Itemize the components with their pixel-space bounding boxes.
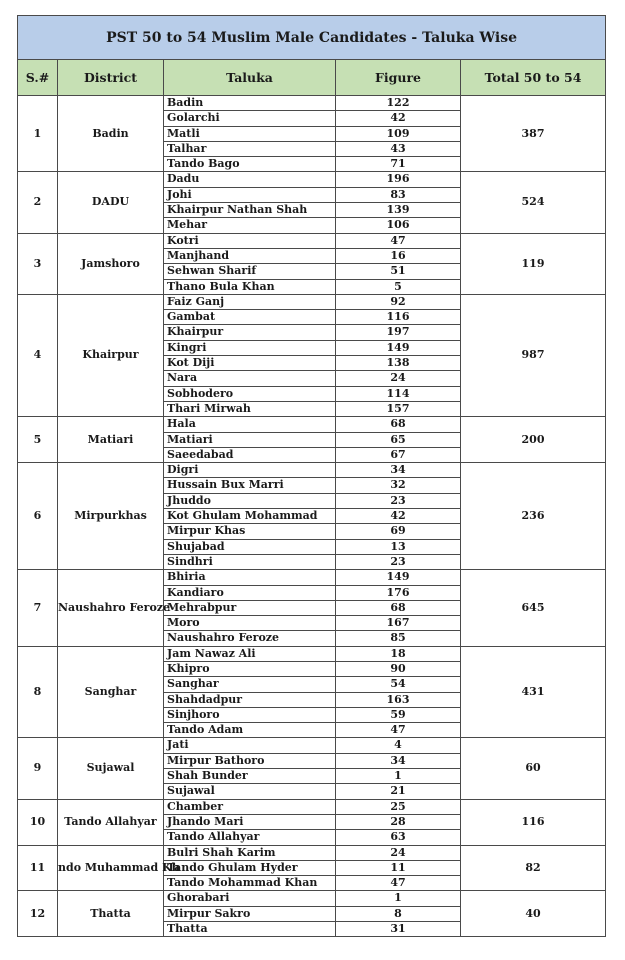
taluka-cell: Bhiria (164, 570, 336, 585)
figure-cell: 85 (336, 631, 461, 646)
header-taluka: Taluka (164, 60, 336, 96)
district-total-cell: 119 (461, 233, 606, 294)
serial-number-cell: 3 (18, 233, 58, 294)
taluka-cell: Sindhri (164, 554, 336, 569)
taluka-cell: Mirpur Sakro (164, 906, 336, 921)
district-total-cell: 82 (461, 845, 606, 891)
figure-cell: 28 (336, 814, 461, 829)
table-row (18, 96, 606, 111)
taluka-cell: Sanghar (164, 677, 336, 692)
taluka-cell: Tando Adam (164, 723, 336, 738)
taluka-cell: Shujabad (164, 539, 336, 554)
figure-cell: 69 (336, 524, 461, 539)
figure-cell: 47 (336, 876, 461, 891)
taluka-cell: Tando Ghulam Hyder (164, 860, 336, 875)
serial-number-cell: 9 (18, 738, 58, 799)
figure-cell: 68 (336, 417, 461, 432)
district-total-cell: 431 (461, 646, 606, 738)
taluka-cell: Badin (164, 96, 336, 111)
taluka-cell: Johi (164, 187, 336, 202)
table-row (18, 845, 606, 860)
figure-cell: 149 (336, 340, 461, 355)
district-total-cell: 987 (461, 294, 606, 416)
taluka-cell: Thari Mirwah (164, 401, 336, 416)
serial-number-cell: 10 (18, 799, 58, 845)
header-row (18, 60, 606, 96)
figure-cell: 59 (336, 707, 461, 722)
table-row (18, 463, 606, 478)
figure-cell: 34 (336, 753, 461, 768)
figure-cell: 47 (336, 723, 461, 738)
figure-cell: 65 (336, 432, 461, 447)
taluka-cell: Khairpur (164, 325, 336, 340)
serial-number-cell: 1 (18, 96, 58, 172)
taluka-cell: Thatta (164, 922, 336, 937)
figure-cell: 92 (336, 294, 461, 309)
table-row (18, 646, 606, 661)
taluka-cell: Jhando Mari (164, 814, 336, 829)
figure-cell: 16 (336, 248, 461, 263)
figure-cell: 34 (336, 463, 461, 478)
figure-cell: 106 (336, 218, 461, 233)
taluka-cell: Talhar (164, 141, 336, 156)
district-cell: Khairpur (58, 294, 164, 416)
district-cell: Sujawal (58, 738, 164, 799)
figure-cell: 149 (336, 570, 461, 585)
figure-cell: 63 (336, 830, 461, 845)
table-row (18, 172, 606, 187)
table-row (18, 799, 606, 814)
serial-number-cell: 6 (18, 463, 58, 570)
taluka-cell: Sujawal (164, 784, 336, 799)
table-title: PST 50 to 54 Muslim Male Candidates - Taluka Wise (18, 16, 606, 60)
figure-cell: 157 (336, 401, 461, 416)
taluka-cell: Chamber (164, 799, 336, 814)
figure-cell: 83 (336, 187, 461, 202)
figure-cell: 42 (336, 509, 461, 524)
figure-cell: 47 (336, 233, 461, 248)
figure-cell: 24 (336, 845, 461, 860)
district-cell: Tando Allahyar (58, 799, 164, 845)
figure-cell: 176 (336, 585, 461, 600)
district-total-cell: 40 (461, 891, 606, 937)
figure-cell: 109 (336, 126, 461, 141)
district-cell: DADU (58, 172, 164, 233)
taluka-cell: Hala (164, 417, 336, 432)
district-cell: Thatta (58, 891, 164, 937)
figure-cell: 32 (336, 478, 461, 493)
taluka-cell: Khipro (164, 661, 336, 676)
header-figure: Figure (336, 60, 461, 96)
figure-cell: 11 (336, 860, 461, 875)
figure-cell: 8 (336, 906, 461, 921)
figure-cell: 23 (336, 493, 461, 508)
figure-cell: 42 (336, 111, 461, 126)
figure-cell: 54 (336, 677, 461, 692)
figure-cell: 13 (336, 539, 461, 554)
taluka-cell: Moro (164, 616, 336, 631)
figure-cell: 68 (336, 600, 461, 615)
figure-cell: 18 (336, 646, 461, 661)
figure-cell: 197 (336, 325, 461, 340)
taluka-cell: Manjhand (164, 248, 336, 263)
figure-cell: 90 (336, 661, 461, 676)
figure-cell: 163 (336, 692, 461, 707)
district-total-cell: 60 (461, 738, 606, 799)
taluka-cell: Jhuddo (164, 493, 336, 508)
district-cell: Mirpurkhas (58, 463, 164, 570)
taluka-cell: Sobhodero (164, 386, 336, 401)
taluka-cell: Dadu (164, 172, 336, 187)
taluka-cell: Naushahro Feroze (164, 631, 336, 646)
serial-number-cell: 12 (18, 891, 58, 937)
taluka-cell: Matli (164, 126, 336, 141)
serial-number-cell: 2 (18, 172, 58, 233)
figure-cell: 67 (336, 447, 461, 462)
figure-cell: 1 (336, 891, 461, 906)
taluka-cell: Hussain Bux Marri (164, 478, 336, 493)
district-total-cell: 524 (461, 172, 606, 233)
serial-number-cell: 8 (18, 646, 58, 738)
taluka-cell: Jam Nawaz Ali (164, 646, 336, 661)
district-cell: Badin (58, 96, 164, 172)
figure-cell: 196 (336, 172, 461, 187)
taluka-cell: Jati (164, 738, 336, 753)
taluka-cell: Mehrabpur (164, 600, 336, 615)
taluka-cell: Kandiaro (164, 585, 336, 600)
figure-cell: 24 (336, 371, 461, 386)
figure-cell: 51 (336, 264, 461, 279)
taluka-cell: Faiz Ganj (164, 294, 336, 309)
district-cell: Matiari (58, 417, 164, 463)
figure-cell: 4 (336, 738, 461, 753)
serial-number-cell: 4 (18, 294, 58, 416)
taluka-cell: Thano Bula Khan (164, 279, 336, 294)
table-row (18, 891, 606, 906)
figure-cell: 21 (336, 784, 461, 799)
taluka-cell: Bulri Shah Karim (164, 845, 336, 860)
taluka-cell: Kotri (164, 233, 336, 248)
district-total-cell: 645 (461, 570, 606, 646)
serial-number-cell: 5 (18, 417, 58, 463)
taluka-cell: Mirpur Khas (164, 524, 336, 539)
figure-cell: 167 (336, 616, 461, 631)
taluka-cell: Kingri (164, 340, 336, 355)
figure-cell: 5 (336, 279, 461, 294)
table-row (18, 570, 606, 585)
taluka-cell: Shahdadpur (164, 692, 336, 707)
taluka-cell: Tando Allahyar (164, 830, 336, 845)
district-cell: Sanghar (58, 646, 164, 738)
figure-cell: 122 (336, 96, 461, 111)
serial-number-cell: 11 (18, 845, 58, 891)
taluka-cell: Khairpur Nathan Shah (164, 203, 336, 218)
taluka-cell: Saeedabad (164, 447, 336, 462)
figure-cell: 114 (336, 386, 461, 401)
header-sn: S.# (18, 60, 58, 96)
figure-cell: 23 (336, 554, 461, 569)
taluka-wise-table (17, 15, 606, 937)
table-row (18, 294, 606, 309)
taluka-cell: Sehwan Sharif (164, 264, 336, 279)
figure-cell: 71 (336, 157, 461, 172)
taluka-cell: Golarchi (164, 111, 336, 126)
figure-cell: 31 (336, 922, 461, 937)
serial-number-cell: 7 (18, 570, 58, 646)
taluka-cell: Matiari (164, 432, 336, 447)
district-cell: ndo Muhammad Kh (58, 845, 164, 891)
taluka-cell: Digri (164, 463, 336, 478)
taluka-cell: Tando Bago (164, 157, 336, 172)
figure-cell: 1 (336, 769, 461, 784)
taluka-cell: Kot Ghulam Mohammad (164, 509, 336, 524)
header-total: Total 50 to 54 (461, 60, 606, 96)
taluka-cell: Nara (164, 371, 336, 386)
taluka-cell: Sinjhoro (164, 707, 336, 722)
taluka-cell: Mehar (164, 218, 336, 233)
district-cell: Naushahro Feroze (58, 570, 164, 646)
header-district: District (58, 60, 164, 96)
taluka-cell: Ghorabari (164, 891, 336, 906)
table-row (18, 738, 606, 753)
figure-cell: 139 (336, 203, 461, 218)
district-cell: Jamshoro (58, 233, 164, 294)
taluka-cell: Shah Bunder (164, 769, 336, 784)
taluka-cell: Mirpur Bathoro (164, 753, 336, 768)
figure-cell: 116 (336, 310, 461, 325)
figure-cell: 138 (336, 356, 461, 371)
table-row (18, 233, 606, 248)
taluka-cell: Gambat (164, 310, 336, 325)
district-total-cell: 236 (461, 463, 606, 570)
taluka-cell: Kot Diji (164, 356, 336, 371)
figure-cell: 25 (336, 799, 461, 814)
district-total-cell: 200 (461, 417, 606, 463)
table-row (18, 417, 606, 432)
taluka-cell: Tando Mohammad Khan (164, 876, 336, 891)
figure-cell: 43 (336, 141, 461, 156)
district-total-cell: 387 (461, 96, 606, 172)
district-total-cell: 116 (461, 799, 606, 845)
